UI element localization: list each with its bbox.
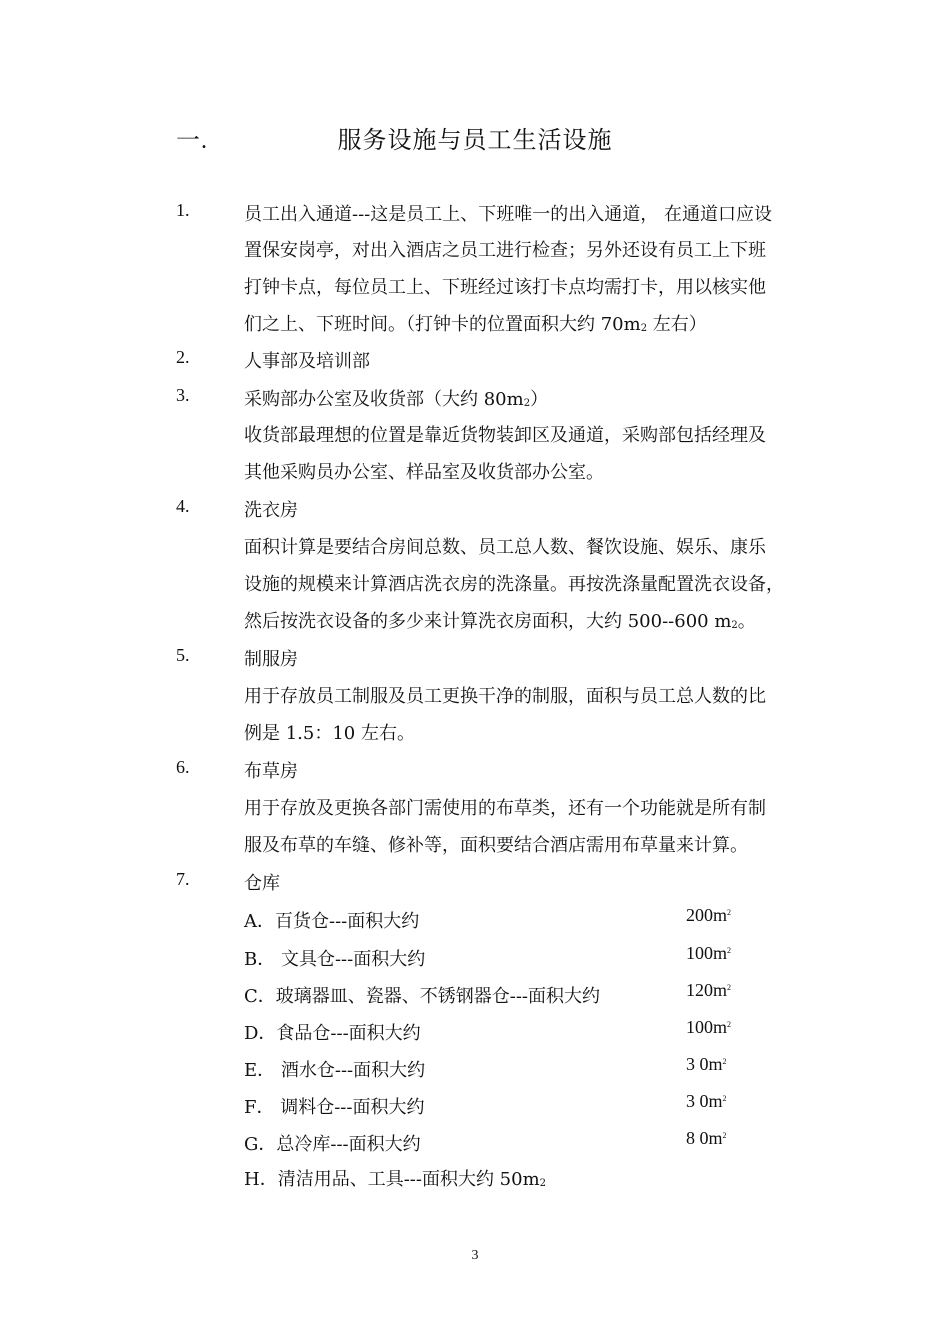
item-number: 4. [176,496,190,516]
item-number: 2. [176,347,190,367]
page-number: 3 [471,1248,479,1263]
item-5-line-1: 用于存放员工制服及员工更换干净的制服，面积与员工总人数的比 [244,686,766,707]
section-title-text: 服务设施与员工生活设施 [337,126,613,154]
warehouse-item-value: 3 $0m^2$ [686,1054,727,1074]
item-1-line-3: 打钟卡点，每位员工上、下班经过该打卡点均需打卡，用以核实他 [244,277,766,298]
item-5-line-2: 例是 1.5：10 左右。 [244,723,415,744]
item-4-line-1: 面积计算是要结合房间总数、员工总人数、餐饮设施、娱乐、康乐 [244,537,766,558]
item-number: 3. [176,385,190,405]
item-4-heading: 洗衣房 [244,500,298,521]
warehouse-item-label: F． 调料仓---面积大约 [244,1097,425,1118]
warehouse-item-label: D．食品仓---面积大约 [244,1023,421,1044]
item-1-line-2: 置保安岗亭，对出入酒店之员工进行检查；另外还设有员工上下班 [244,240,766,261]
warehouse-item-label: C．玻璃器皿、瓷器、不锈钢器仓---面积大约 [244,986,601,1007]
warehouse-item-label: G．总冷库---面积大约 [244,1134,421,1155]
item-6-line-2: 服及布草的车缝、修补等，面积要结合酒店需用布草量来计算。 [244,835,748,856]
item-4-line-3: 然后按洗衣设备的多少来计算洗衣房面积，大约 500--600 m2。 [244,611,756,632]
item-number: 6. [176,757,190,777]
item-2-heading: 人事部及培训部 [244,351,370,372]
item-number: 5. [176,645,190,665]
warehouse-item-value: $200m^2$ [686,905,732,925]
item-3-line-2: 其他采购员办公室、样品室及收货部办公室。 [244,462,604,483]
item-6-line-1: 用于存放及更换各部门需使用的布草类，还有一个功能就是所有制 [244,798,766,819]
section-title [0,120,950,155]
item-number: 7. [176,869,190,889]
warehouse-item-value: $100m^2$ [686,943,732,963]
warehouse-item-value: 3 $0m^2$ [686,1091,727,1111]
item-4-line-2: 设施的规模来计算酒店洗衣房的洗涤量。再按洗涤量配置洗衣设备， [244,574,784,595]
item-3-line-1: 收货部最理想的位置是靠近货物装卸区及通道，采购部包括经理及 [244,425,766,446]
item-6-heading: 布草房 [244,761,298,782]
item-1-line-4: 们之上、下班时间。（打钟卡的位置面积大约 70m2 左右） [244,314,707,335]
warehouse-item-label: B． 文具仓---面积大约 [244,949,426,970]
warehouse-item-label: A．百货仓---面积大约 [244,911,420,932]
item-number: 1. [176,200,190,220]
warehouse-item-h: H．清洁用品、工具---面积大约 50m2 [244,1169,547,1190]
section-number: 一. [176,128,208,154]
warehouse-item-value: 8 $0m^2$ [686,1128,727,1148]
warehouse-item-value: $120m^2$ [686,980,732,1000]
item-3-heading: 采购部办公室及收货部（大约 80m2） [244,389,549,410]
warehouse-item-label: E． 酒水仓---面积大约 [244,1060,426,1081]
item-5-heading: 制服房 [244,649,298,670]
item-7-heading: 仓库 [244,873,280,894]
warehouse-item-value: $100m^2$ [686,1017,732,1037]
item-1-line-1: 员工出入通道---这是员工上、下班唯一的出入通道， 在通道口应设 [244,204,772,225]
